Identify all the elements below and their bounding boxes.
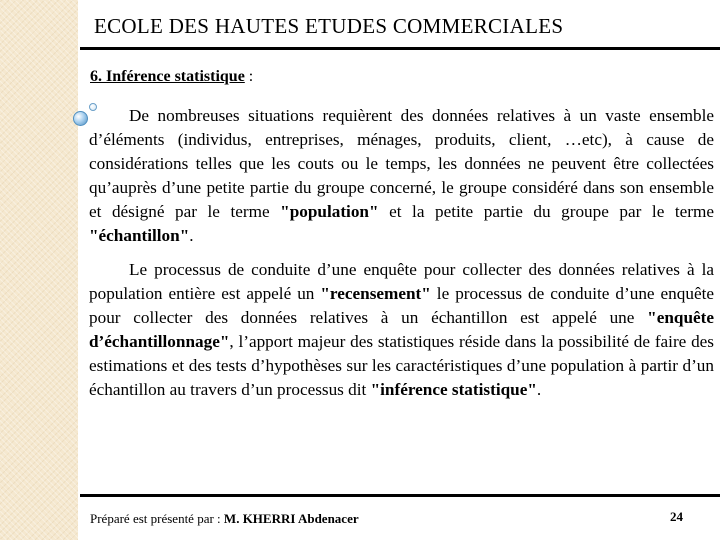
paragraph2-text-b: le processus de conduite d’une enquête pour collecter des données relatives à un échantillon est appelé une: [89, 284, 714, 327]
footer-credit: [90, 511, 359, 527]
paragraph2-text-d: .: [536, 380, 542, 399]
paragraph-recensement: [89, 258, 714, 402]
paragraph1-text-c: .: [189, 226, 194, 245]
paragraph-population: [89, 104, 714, 248]
term-enquete-echantillonnage: "enquête d’échantillonnage": [89, 308, 714, 351]
footer-author: M. KHERRI Abdenacer: [223, 511, 359, 526]
term-echantillon: "échantillon": [89, 226, 190, 245]
paragraph2-text-a: Le processus de conduite d’une enquête pour collecter des données relatives à la population entière est appelé un: [89, 260, 714, 303]
bubble-bullet-icon: [73, 111, 88, 126]
section-heading-text: 6. Inférence statistique: [90, 68, 245, 85]
paragraph2-text-c: , l’apport majeur des statistiques réside dans la possibilité de faire des estimations et des tests d’hypothèses sur les caractéristiques d’une population à partir d’un échantillon au travers d’un processus dit: [89, 332, 714, 399]
footer-prepared-label: Préparé est présenté par :: [90, 511, 224, 526]
section-heading: [90, 68, 253, 86]
term-recensement: "recensement": [320, 284, 431, 303]
section-heading-colon: :: [244, 68, 254, 85]
term-population: "population": [280, 202, 379, 221]
decorative-sidebar: [0, 0, 78, 540]
paragraph1-text-a: De nombreuses situations requièrent des données relatives à un vaste ensemble d’éléments (individus, entreprises, ménages, produits, client, …etc), à cause de considérations telles que les couts ou le temps, les données ne peuvent être collectées qu’auprès d’une petite partie du groupe concerné, le groupe considéré dans son ensemble et désigné par le terme: [89, 106, 714, 221]
paragraph1-text-b: et la petite partie du groupe par le terme: [378, 202, 715, 221]
term-inference-statistique: "inférence statistique": [370, 380, 537, 399]
header-divider: [80, 47, 720, 50]
page-title: ECOLE DES HAUTES ETUDES COMMERCIALES: [94, 14, 564, 38]
page-number: 24: [670, 509, 683, 524]
footer-divider: [80, 494, 720, 497]
